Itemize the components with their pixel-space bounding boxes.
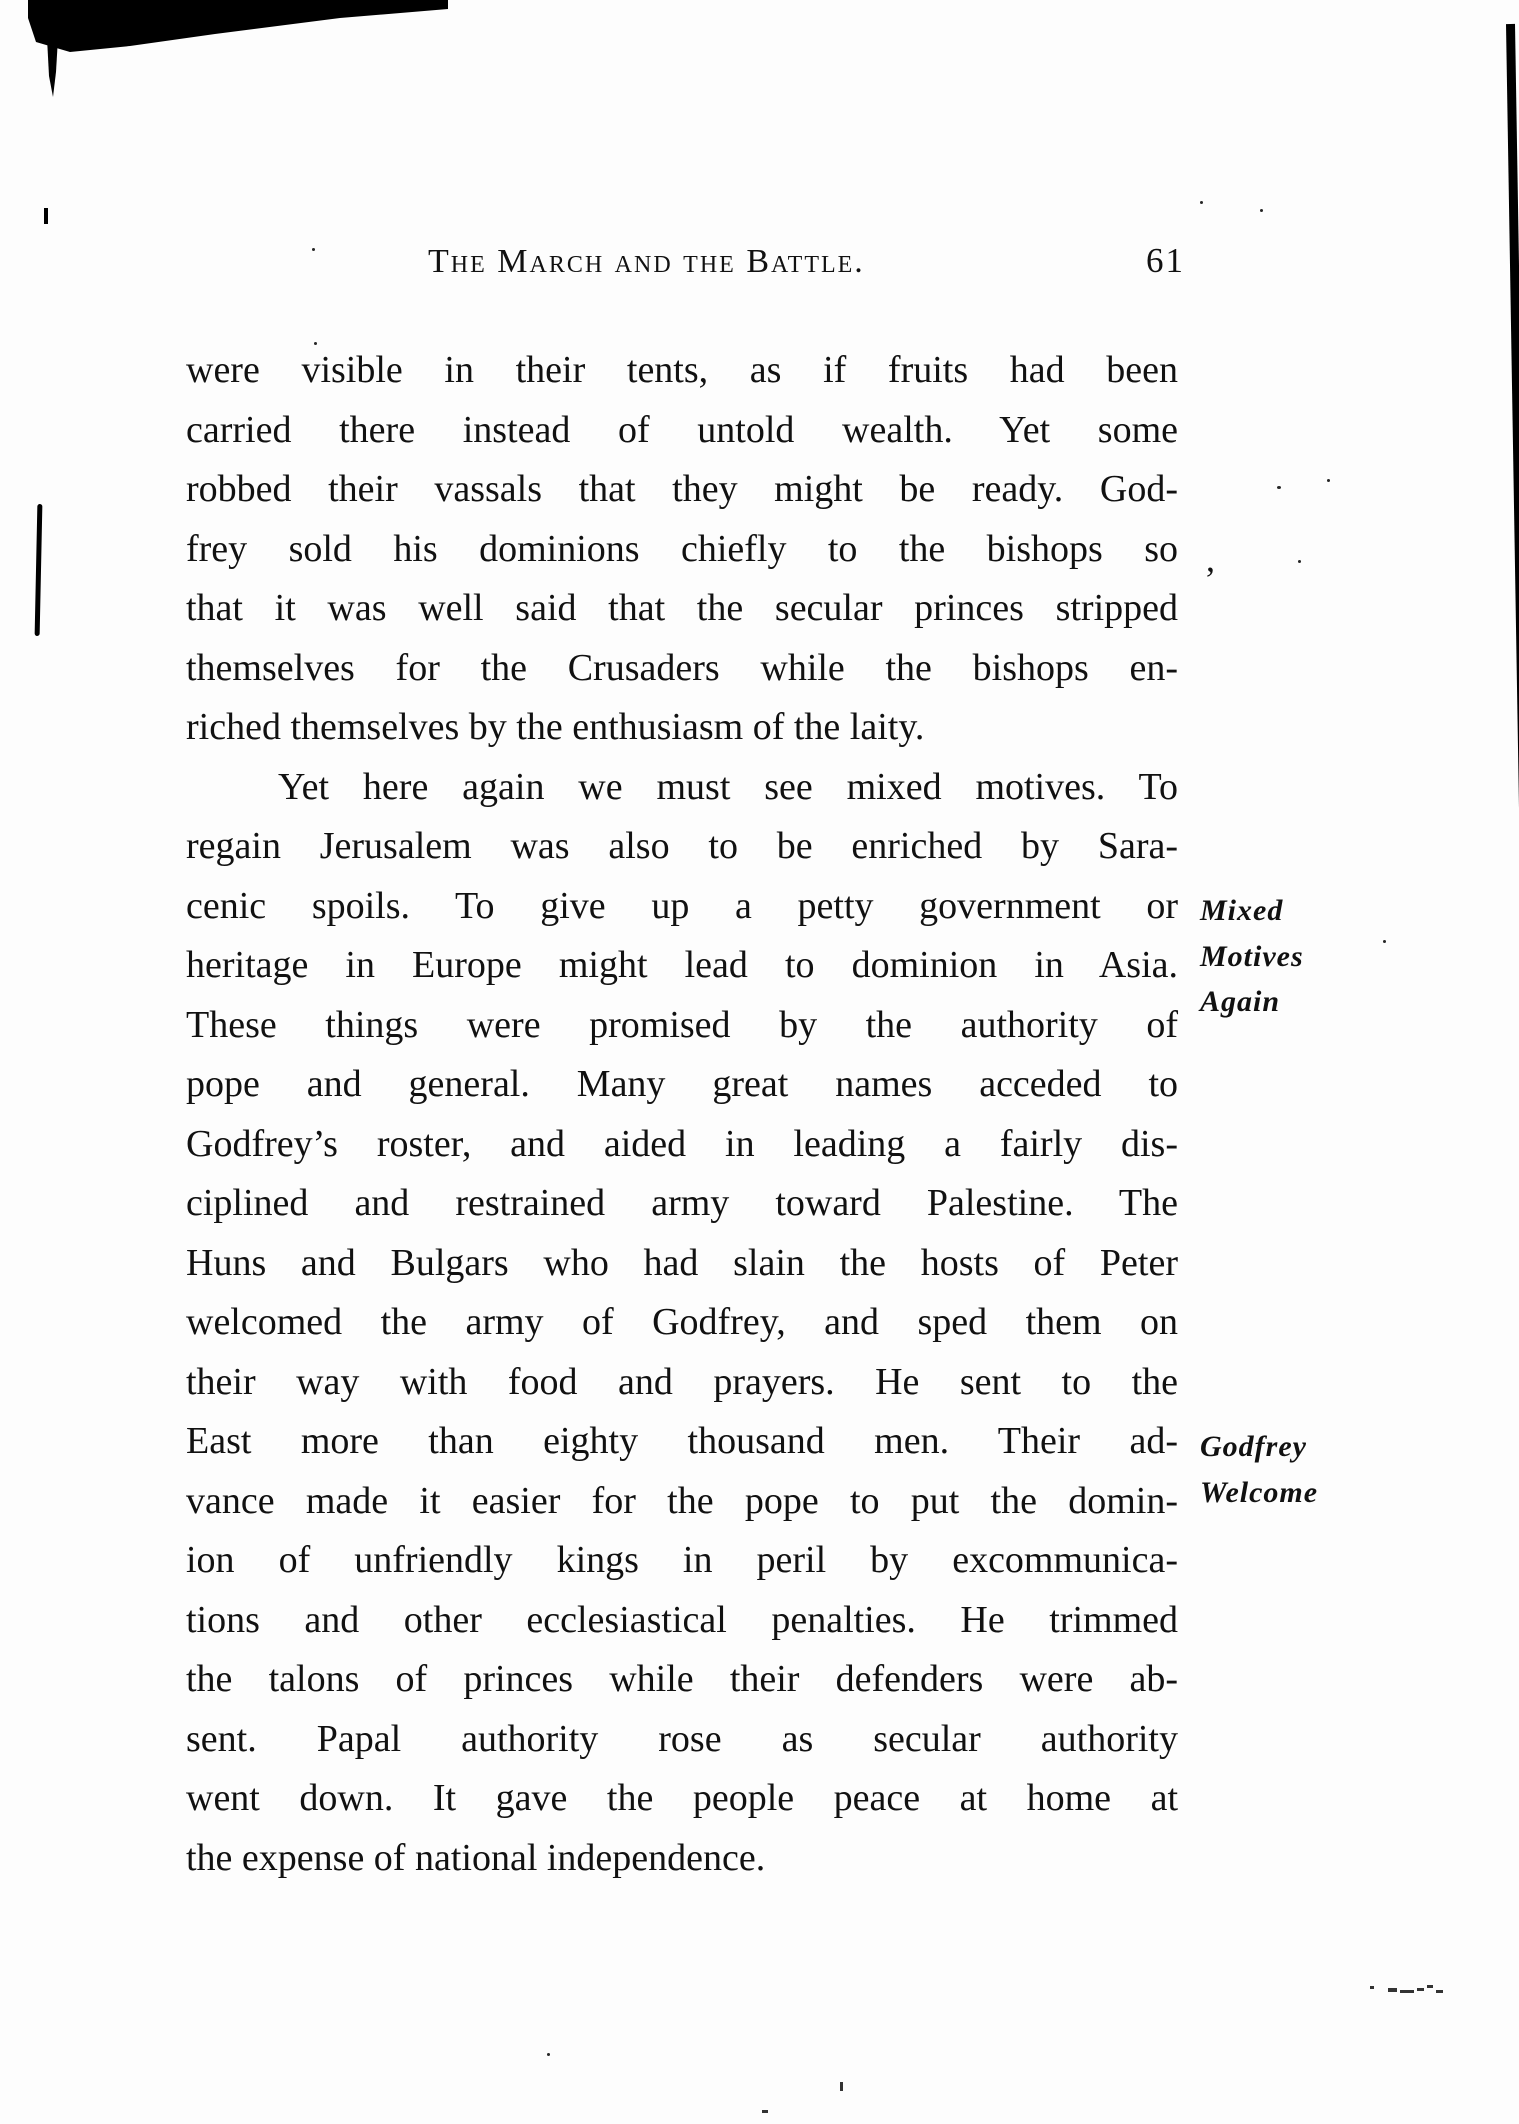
scan-speck bbox=[1383, 940, 1386, 943]
body-text-block bbox=[186, 341, 1178, 1888]
text-line: riched themselves by the enthusiasm of the laity. bbox=[186, 706, 925, 748]
text-line: robbed their vassals that they might be ready. God- bbox=[186, 468, 1178, 510]
text-line: These things were promised by the authority of bbox=[186, 1003, 1178, 1046]
scan-speck bbox=[312, 248, 315, 251]
text-line: vance made it easier for the pope to put the domin- bbox=[186, 1479, 1178, 1522]
text-line: cenic spoils. To give up a petty government or bbox=[186, 884, 1178, 927]
margin-note-mixed-motives-again bbox=[1200, 888, 1510, 1025]
text-line: carried there instead of untold wealth. Yet some bbox=[186, 408, 1178, 451]
margin-note-line: Welcome bbox=[1200, 1475, 1319, 1509]
margin-note-line: Again bbox=[1200, 985, 1281, 1018]
scan-speck bbox=[1260, 209, 1263, 212]
scan-speck bbox=[1298, 560, 1301, 563]
text-line: tions and other ecclesiastical penalties. He trimmed bbox=[186, 1598, 1178, 1641]
text-line: ciplined and restrained army toward Palestine. The bbox=[186, 1182, 1178, 1224]
text-line: their way with food and prayers. He sent to the bbox=[186, 1360, 1178, 1403]
margin-note-godfrey-welcome bbox=[1200, 1424, 1510, 1515]
text-line: regain Jerusalem was also to be enriched by Sara- bbox=[186, 825, 1178, 867]
scan-speck bbox=[1200, 201, 1203, 204]
text-line: heritage in Europe might lead to dominion in Asia. bbox=[186, 944, 1178, 986]
text-line: welcomed the army of Godfrey, and sped them on bbox=[186, 1301, 1178, 1343]
text-line: went down. It gave the people peace at home at bbox=[186, 1777, 1178, 1819]
text-line: Huns and Bulgars who had slain the hosts of Peter bbox=[186, 1241, 1178, 1284]
scan-artifact-stray-comma: , bbox=[1206, 539, 1215, 579]
scan-smudge bbox=[1427, 1985, 1433, 1988]
scan-artifact-top-wedge bbox=[0, 0, 470, 110]
text-line: frey sold his dominions chiefly to the bishops so bbox=[186, 527, 1178, 570]
scan-speck bbox=[1327, 479, 1330, 482]
text-line: Godfrey’s roster, and aided in leading a fairly dis- bbox=[186, 1122, 1178, 1165]
scan-speck bbox=[314, 342, 317, 345]
text-line: were visible in their tents, as if fruits had been bbox=[186, 349, 1178, 391]
text-line: ion of unfriendly kings in peril by excommunica- bbox=[186, 1539, 1178, 1581]
text-line: the talons of princes while their defenders were ab- bbox=[186, 1658, 1178, 1700]
scan-artifact-left-stroke bbox=[35, 504, 43, 636]
text-line: that it was well said that the secular princes stripped bbox=[186, 587, 1178, 629]
margin-note-line: Godfrey bbox=[1200, 1430, 1307, 1463]
scan-artifact-left-tick bbox=[44, 208, 48, 224]
margin-note-line: Mixed bbox=[1200, 894, 1284, 927]
text-line: the expense of national independence. bbox=[186, 1836, 766, 1879]
text-line: Yet here again we must see mixed motives. To bbox=[278, 765, 1178, 808]
scan-smudge bbox=[1436, 1990, 1443, 1993]
scan-artifact-page-edge-line bbox=[1506, 24, 1519, 2124]
page-number: 61 bbox=[1146, 241, 1185, 280]
scan-smudge bbox=[1400, 1990, 1414, 1993]
scan-smudge bbox=[1388, 1988, 1397, 1992]
scan-smudge bbox=[1370, 1986, 1374, 1989]
margin-note-line: Motives bbox=[1200, 939, 1304, 973]
scan-speck bbox=[840, 2082, 843, 2091]
text-line: pope and general. Many great names acceded to bbox=[186, 1063, 1178, 1105]
text-line: themselves for the Crusaders while the bishops en- bbox=[186, 646, 1178, 689]
scan-speck bbox=[547, 2053, 550, 2056]
text-line: sent. Papal authority rose as secular authority bbox=[186, 1717, 1178, 1760]
scan-speck bbox=[762, 2110, 768, 2113]
text-line: East more than eighty thousand men. Their ad- bbox=[186, 1420, 1178, 1462]
scan-smudge bbox=[1417, 1988, 1424, 1991]
running-head-title: The March and the Battle. bbox=[428, 243, 865, 280]
scan-speck bbox=[1277, 486, 1281, 489]
